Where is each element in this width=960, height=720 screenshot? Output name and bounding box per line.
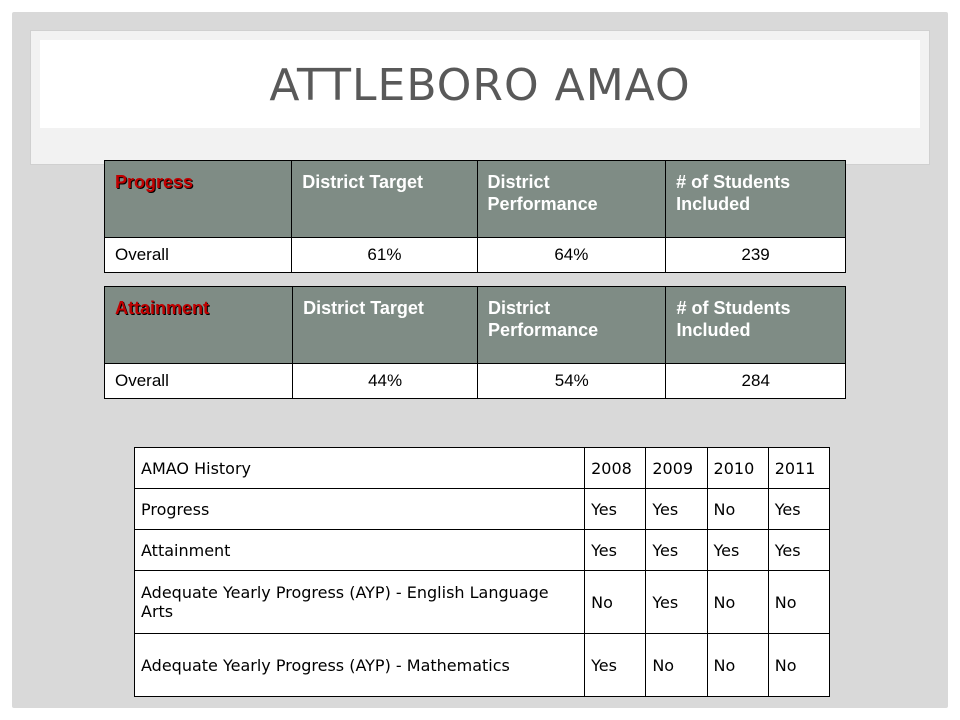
header-students-included: # of Students Included: [666, 287, 846, 364]
year-2009: 2009: [646, 448, 707, 489]
cell-2011: No: [768, 634, 829, 697]
attainment-label: Attainment: [105, 287, 293, 364]
table-row: [135, 571, 830, 634]
header-district-target: District Target: [292, 161, 477, 238]
header-district-target: District Target: [293, 287, 478, 364]
progress-label: Progress: [105, 161, 292, 238]
cell-2009: Yes: [646, 489, 707, 530]
cell-2009: No: [646, 634, 707, 697]
history-header-row: [135, 448, 830, 489]
attainment-header-row: [105, 287, 846, 364]
district-performance-value: 54%: [478, 364, 666, 399]
students-included-value: 284: [666, 364, 846, 399]
cell-2011: No: [768, 571, 829, 634]
cell-2010: No: [707, 489, 768, 530]
row-label: Attainment: [135, 530, 585, 571]
table-row: [135, 489, 830, 530]
progress-table: [104, 160, 846, 273]
header-district-performance: District Performance: [477, 161, 666, 238]
row-label: Overall: [105, 364, 293, 399]
table-row: [135, 530, 830, 571]
cell-2008: Yes: [585, 530, 646, 571]
cell-2009: Yes: [646, 530, 707, 571]
cell-2008: Yes: [585, 489, 646, 530]
students-included-value: 239: [666, 238, 846, 273]
cell-2010: No: [707, 571, 768, 634]
cell-2011: Yes: [768, 489, 829, 530]
attainment-overall-row: [105, 364, 846, 399]
cell-2008: No: [585, 571, 646, 634]
row-label: Adequate Yearly Progress (AYP) - English Language Arts: [135, 571, 585, 634]
district-target-value: 61%: [292, 238, 477, 273]
district-target-value: 44%: [293, 364, 478, 399]
amao-history-table: [134, 447, 830, 697]
row-label: Overall: [105, 238, 292, 273]
row-label: Adequate Yearly Progress (AYP) - Mathematics: [135, 634, 585, 697]
year-2011: 2011: [768, 448, 829, 489]
attainment-table: [104, 286, 846, 399]
cell-2010: Yes: [707, 530, 768, 571]
cell-2011: Yes: [768, 530, 829, 571]
slide-title: ATTLEBORO AMAO: [269, 60, 691, 111]
header-district-performance: District Performance: [478, 287, 666, 364]
cell-2009: Yes: [646, 571, 707, 634]
district-performance-value: 64%: [477, 238, 666, 273]
table-row: [135, 634, 830, 697]
header-students-included: # of Students Included: [666, 161, 846, 238]
progress-header-row: [105, 161, 846, 238]
progress-overall-row: [105, 238, 846, 273]
history-header-label: AMAO History: [135, 448, 585, 489]
cell-2010: No: [707, 634, 768, 697]
year-2008: 2008: [585, 448, 646, 489]
cell-2008: Yes: [585, 634, 646, 697]
year-2010: 2010: [707, 448, 768, 489]
row-label: Progress: [135, 489, 585, 530]
